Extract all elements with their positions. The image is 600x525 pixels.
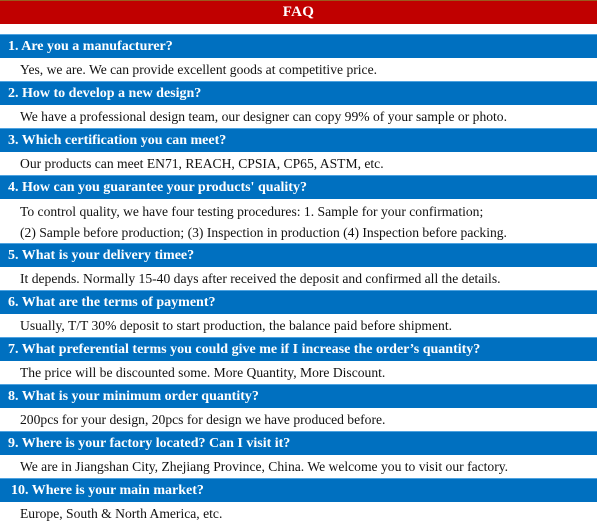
faq-header-banner [0, 0, 597, 24]
question-text: 7. What preferential terms you could give me if I increase the order’s quantity? [8, 341, 481, 357]
answer-text: Our products can meet EN71, REACH, CPSIA, CP65, ASTM, etc. [20, 156, 384, 171]
answer-text-line-2: (2) Sample before production; (3) Inspection in production (4) Inspection before packing. [20, 225, 507, 240]
faq-question-9 [0, 431, 597, 455]
question-text: 1. Are you a manufacturer? [8, 38, 173, 54]
faq-answer-2 [0, 105, 597, 128]
faq-answer-6 [0, 314, 597, 337]
faq-question-2 [0, 81, 597, 105]
answer-text: 200pcs for your design, 20pcs for design we have produced before. [20, 412, 386, 427]
faq-answer-7 [0, 361, 597, 384]
faq-question-4 [0, 175, 597, 199]
faq-answer-5 [0, 267, 597, 290]
faq-question-10 [0, 478, 597, 502]
question-text: 2. How to develop a new design? [8, 85, 202, 101]
question-text: 8. What is your minimum order quantity? [8, 388, 259, 404]
faq-answer-10 [0, 502, 597, 525]
faq-answer-1 [0, 58, 597, 81]
answer-text: Europe, South & North America, etc. [20, 506, 223, 521]
question-text: 3. Which certification you can meet? [8, 132, 227, 148]
answer-text: Yes, we are. We can provide excellent goods at competitive price. [20, 62, 378, 77]
question-text: 5. What is your delivery timee? [8, 247, 195, 263]
faq-question-3 [0, 128, 597, 152]
faq-answer-9 [0, 455, 597, 478]
answer-text: We are in Jiangshan City, Zhejiang Province, China. We welcome you to visit our factory. [20, 459, 509, 474]
answer-text: Usually, T/T 30% deposit to start production, the balance paid before shipment. [20, 318, 453, 333]
answer-text-line-1: To control quality, we have four testing procedures: 1. Sample for your confirmation; [20, 204, 484, 219]
answer-text: The price will be discounted some. More Quantity, More Discount. [20, 365, 386, 380]
faq-question-7 [0, 337, 597, 361]
faq-question-5 [0, 243, 597, 267]
faq-answer-4 [0, 199, 597, 243]
faq-question-6 [0, 290, 597, 314]
faq-title: FAQ [282, 4, 315, 20]
faq-answer-8 [0, 408, 597, 431]
faq-list [0, 34, 597, 525]
question-text: 10. Where is your main market? [11, 482, 204, 498]
answer-text: It depends. Normally 15-40 days after received the deposit and confirmed all the details. [20, 271, 501, 286]
faq-question-1 [0, 34, 597, 58]
faq-question-8 [0, 384, 597, 408]
faq-answer-3 [0, 152, 597, 175]
question-text: 6. What are the terms of payment? [8, 294, 216, 310]
question-text: 4. How can you guarantee your products' quality? [8, 179, 307, 195]
answer-text: We have a professional design team, our designer can copy 99% of your sample or photo. [20, 109, 508, 124]
question-text: 9. Where is your factory located? Can I visit it? [8, 435, 291, 451]
